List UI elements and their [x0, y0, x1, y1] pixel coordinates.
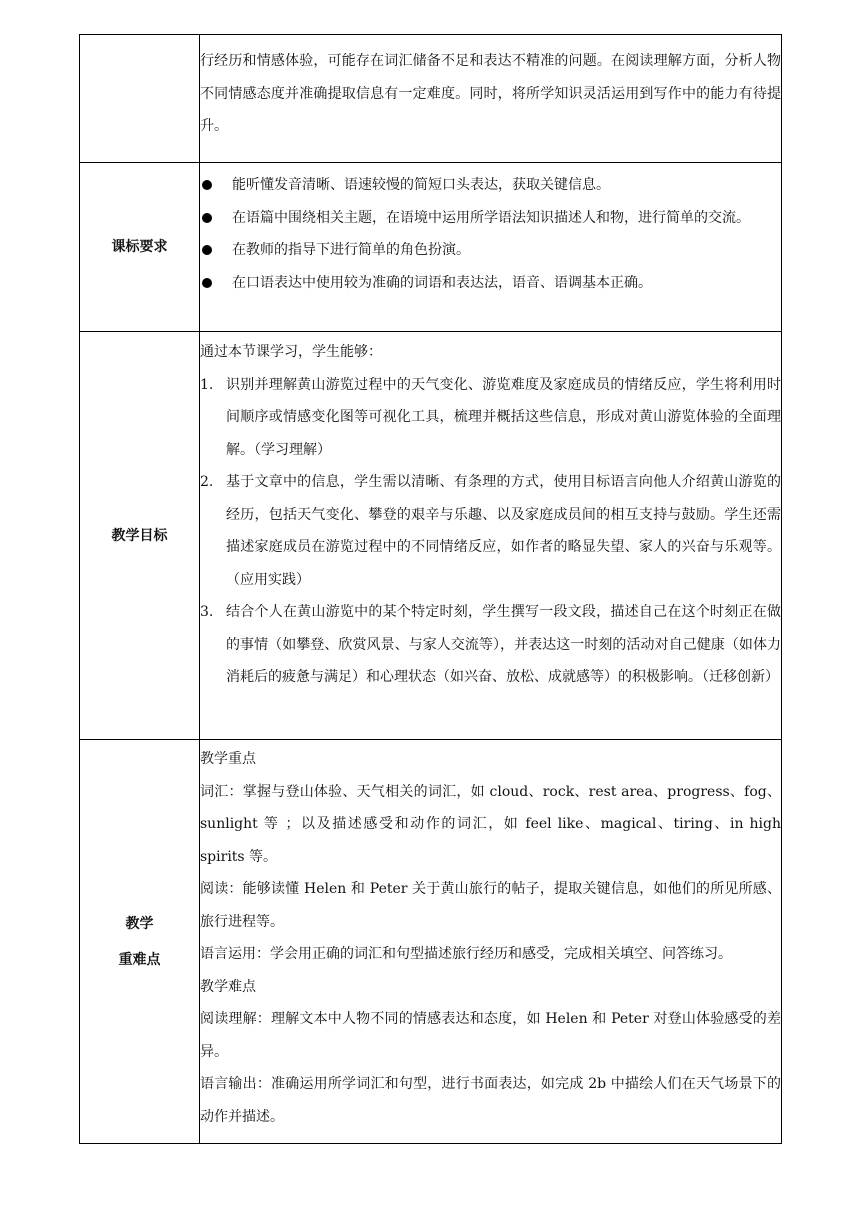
bullet-icon [202, 245, 212, 255]
table-row [80, 332, 782, 740]
student-analysis-cell [200, 35, 782, 163]
list-item: 3. 结合个人在黄山游览中的某个特定时刻，学生撰写一段文段，描述自己在这个时刻正在做的事情（如攀登、欣赏风景、与家人交流等），并表达这一时刻的活动对自己健康（如体力消耗后的疲惫与满足）和心理状态（如兴奋、放松、成就感等）的积极影响。（迁移创新） [200, 604, 781, 685]
difficulties-heading: 教学难点 [200, 978, 256, 995]
list-item: 在语篇中围绕相关主题，在语境中运用所学语法知识描述人和物，进行简单的交流。 [200, 202, 781, 235]
bullet-icon [202, 278, 212, 288]
objectives-intro: 通过本节课学习，学生能够： [200, 344, 382, 360]
list-item: 在口语表达中使用较为准确的词语和表达法，语音、语调基本正确。 [200, 267, 781, 300]
objectives-list [200, 369, 781, 696]
table-row [80, 35, 782, 163]
language-use-point: 语言运用：学会用正确的词汇和句型描述旅行经历和感受，完成相关填空、问答练习。 [200, 946, 732, 962]
row-label-empty [80, 35, 200, 163]
row-label-objectives: 教学目标 [80, 332, 200, 740]
reading-point: 阅读：能够读懂 Helen 和 Peter 关于黄山旅行的帖子，提取关键信息，如他们的所见所感、旅行进程等。 [200, 881, 781, 930]
list-item: 能听懂发音清晰、语速较慢的简短口头表达，获取关键信息。 [200, 169, 781, 202]
lesson-plan-table [79, 34, 782, 1144]
key-points-cell [200, 740, 782, 1144]
key-points-heading: 教学重点 [200, 751, 256, 767]
curriculum-list [200, 163, 781, 303]
list-item: 2. 基于文章中的信息，学生需以清晰、有条理的方式，使用目标语言向他人介绍黄山游览的经历，包括天气变化、攀登的艰辛与乐趣、以及家庭成员间的相互支持与鼓励。学生还需描述家庭成员在游览过程中的不同情绪反应，如作者的略显失望、家人的兴奋与乐观等。（应用实践） [200, 474, 781, 588]
bullet-icon [202, 180, 212, 190]
reading-difficulty: 阅读理解：理解文本中人物不同的情感表达和态度，如 Helen 和 Peter 对登山体验感受的差异。 [200, 1011, 781, 1060]
bullet-icon [202, 213, 212, 223]
vocabulary-point: 词汇：掌握与登山体验、天气相关的词汇，如 cloud、rock、rest area、progress、fog、sunlight 等 ；以及描述感受和动作的词汇，如 feel like、magical、tiring、in high spirits 等。 [200, 783, 781, 865]
row-label-key-points [80, 740, 200, 1144]
table-row [80, 740, 782, 1144]
list-item: 在教师的指导下进行简单的角色扮演。 [200, 234, 781, 267]
student-analysis-text: 行经历和情感体验，可能存在词汇储备不足和表达不精准的问题。在阅读理解方面，分析人物不同情感态度并准确提取信息有一定难度。同时，将所学知识灵活运用到写作中的能力有待提升。 [200, 53, 781, 134]
row-label-line2: 重难点 [118, 951, 161, 968]
row-label-line1: 教学 [125, 915, 154, 932]
list-item: 1. 识别并理解黄山游览过程中的天气变化、游览难度及家庭成员的情绪反应，学生将利用时间顺序或情感变化图等可视化工具，梳理并概括这些信息，形成对黄山游览体验的全面理解。（学习理解） [200, 376, 781, 458]
table-row [80, 163, 782, 332]
objectives-cell [200, 332, 782, 740]
curriculum-cell [200, 163, 782, 332]
output-difficulty: 语言输出：准确运用所学词汇和句型，进行书面表达，如完成 2b 中描绘人们在天气场景下的动作并描述。 [200, 1076, 781, 1125]
row-label-curriculum: 课标要求 [80, 163, 200, 332]
